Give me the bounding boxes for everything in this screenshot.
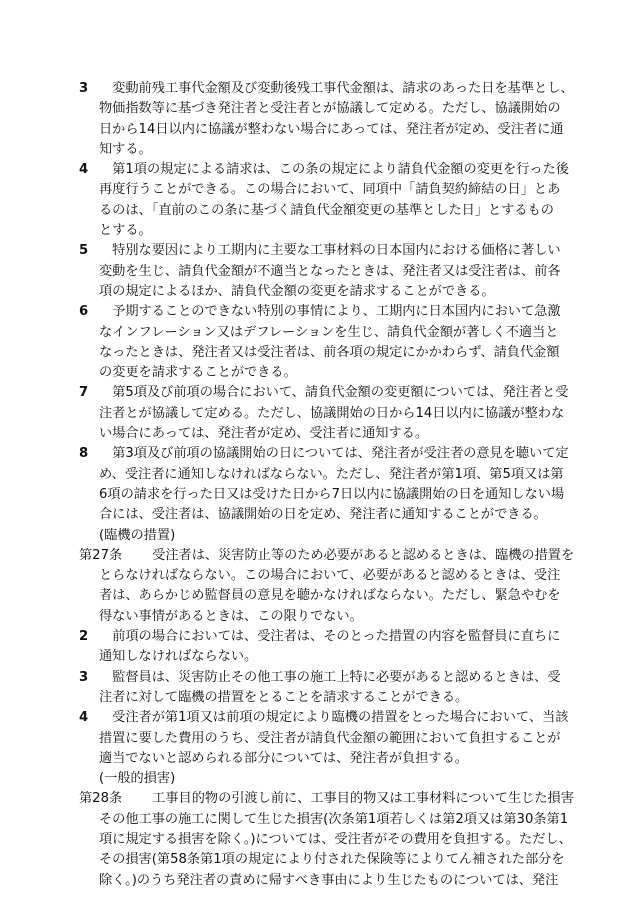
- text-line: 項の規定によるほか、請負代金額の変更を請求することができる。: [99, 283, 495, 299]
- text-line: 前項の場合においては、受注者は、そのとった措置の内容を監督員に直ちに: [99, 629, 561, 645]
- text-line: その他工事の施工に関して生じた損害(次条第1項若しくは第2項又は第30条第1: [99, 811, 569, 827]
- text-line: 第5項及び前項の場合において、請負代金額の変更額については、発注者と受: [99, 385, 569, 401]
- text-line: 日から14日以内に協議が整わない場合にあっては、発注者が定め、受注者に通: [99, 121, 564, 137]
- text-line: るのは、「直前のこの条に基づく請負代金額変更の基準とした日」とするもの: [99, 202, 554, 218]
- text-line: (臨機の措置): [99, 527, 176, 543]
- text-line: 受注者が第1項又は前項の規定により臨機の措置をとった場合において、当該: [99, 710, 569, 726]
- clause-item: [79, 627, 565, 668]
- clause-number: 3: [79, 81, 89, 96]
- text-line: 適当でないと認められる部分については、発注者が負担する。: [99, 750, 468, 766]
- clause-item: [79, 668, 565, 709]
- text-line: なインフレーション又はデフレーションを生じ、請負代金額が著しく不適当と: [99, 324, 559, 340]
- text-line: 措置に要した費用のうち、受注者が請負代金額の範囲において負担することが: [99, 730, 561, 746]
- text-line: 第1項の規定による請求は、この条の規定により請負代金額の変更を行った後: [99, 162, 569, 178]
- text-line: 6項の請求を行った日又は受けた日から7日以内に協議開始の日を通知しない場: [99, 486, 565, 502]
- text-line: 変動前残工事代金額及び変動後残工事代金額は、請求のあった日を基準とし、: [99, 81, 574, 96]
- text-line: (一般的損害): [99, 771, 176, 787]
- text-line: とらなければならない。この場合において、必要があると認めるときは、受注: [99, 568, 561, 584]
- clause-item: [79, 79, 574, 160]
- text-line: 受注者は、災害防止等のため必要があると認めるときは、臨機の措置を: [139, 547, 575, 563]
- text-line: 変動を生じ、請負代金額が不適当となったときは、発注者又は受注者は、前各: [99, 263, 561, 279]
- text-line: 注者とが協議して定める。ただし、協議開始の日から14日以内に協議が整わな: [99, 405, 565, 421]
- article-paragraph: [79, 789, 574, 890]
- clause-item: [79, 383, 569, 444]
- clause-item: [79, 444, 569, 525]
- clause-number: 2: [79, 629, 89, 645]
- text-line: 得ない事情があるときは、この限りでない。: [99, 608, 363, 624]
- article-number: 第28条: [79, 791, 123, 807]
- text-line: 監督員は、災害防止その他工事の施工上特に必要があると認めるときは、受: [99, 669, 561, 685]
- text-line: 注者に対して臨機の措置をとることを請求することができる。: [99, 689, 469, 705]
- text-line: なったときは、発注者又は受注者は、前各項の規定にかかわらず、請負代金額: [99, 344, 560, 360]
- text-line: 特別な要因により工期内に主要な工事材料の日本国内における価格に著しい: [99, 243, 561, 259]
- article-caption: [79, 769, 565, 789]
- clause-item: [79, 160, 569, 241]
- clause-number: 8: [79, 446, 89, 462]
- text-line: 除く。)のうち発注者の責めに帰すべき事由により生じたものについては、発注: [99, 872, 559, 888]
- document-body: [79, 79, 575, 891]
- text-line: その損害(第58条第1項の規定により付された保険等によりてん補された部分を: [99, 852, 565, 868]
- text-line: 予期することのできない特別の事情により、工期内に日本国内において急激: [99, 304, 561, 320]
- text-line: 工事目的物の引渡し前に、工事目的物又は工事材料について生じた損害: [139, 791, 574, 807]
- text-line: 再度行うことができる。この場合において、同項中「請負契約締結の日」とあ: [99, 182, 561, 198]
- text-line: 知する。: [99, 141, 152, 157]
- clause-number: 5: [79, 243, 89, 259]
- text-line: 通知しなければならない。: [99, 649, 258, 665]
- text-line: の変更を請求することができる。: [99, 365, 297, 381]
- clause-number: 7: [79, 385, 89, 401]
- clause-item: [79, 708, 569, 769]
- clause-number: 3: [79, 669, 89, 685]
- clause-number: 4: [79, 710, 89, 726]
- text-line: 第3項及び前項の協議開始の日については、発注者が受注者の意見を聴いて定: [99, 446, 569, 462]
- text-line: め、受注者に通知しなければならない。ただし、発注者が第1項、第5項又は第: [99, 466, 564, 482]
- clause-number: 4: [79, 162, 89, 178]
- clause-item: [79, 302, 565, 383]
- article-number: 第27条: [79, 547, 123, 563]
- text-line: 合には、受注者は、協議開始の日を定め、発注者に通知することができる。: [99, 507, 547, 523]
- text-line: 項に規定する損害を除く。)については、受注者がその費用を負担する。ただし、: [99, 831, 572, 847]
- text-line: 者は、あらかじめ監督員の意見を聴かなければならない。ただし、緊急やむを: [99, 588, 561, 604]
- text-line: とする。: [99, 223, 152, 239]
- clause-number: 6: [79, 304, 89, 320]
- article-paragraph: [79, 546, 575, 627]
- clause-item: [79, 241, 565, 302]
- article-caption: [79, 526, 565, 546]
- text-line: 物価指数等に基づき発注者と受注者とが協議して定める。ただし、協議開始の: [99, 101, 561, 117]
- text-line: い場合にあっては、発注者が定め、受注者に通知する。: [99, 426, 429, 442]
